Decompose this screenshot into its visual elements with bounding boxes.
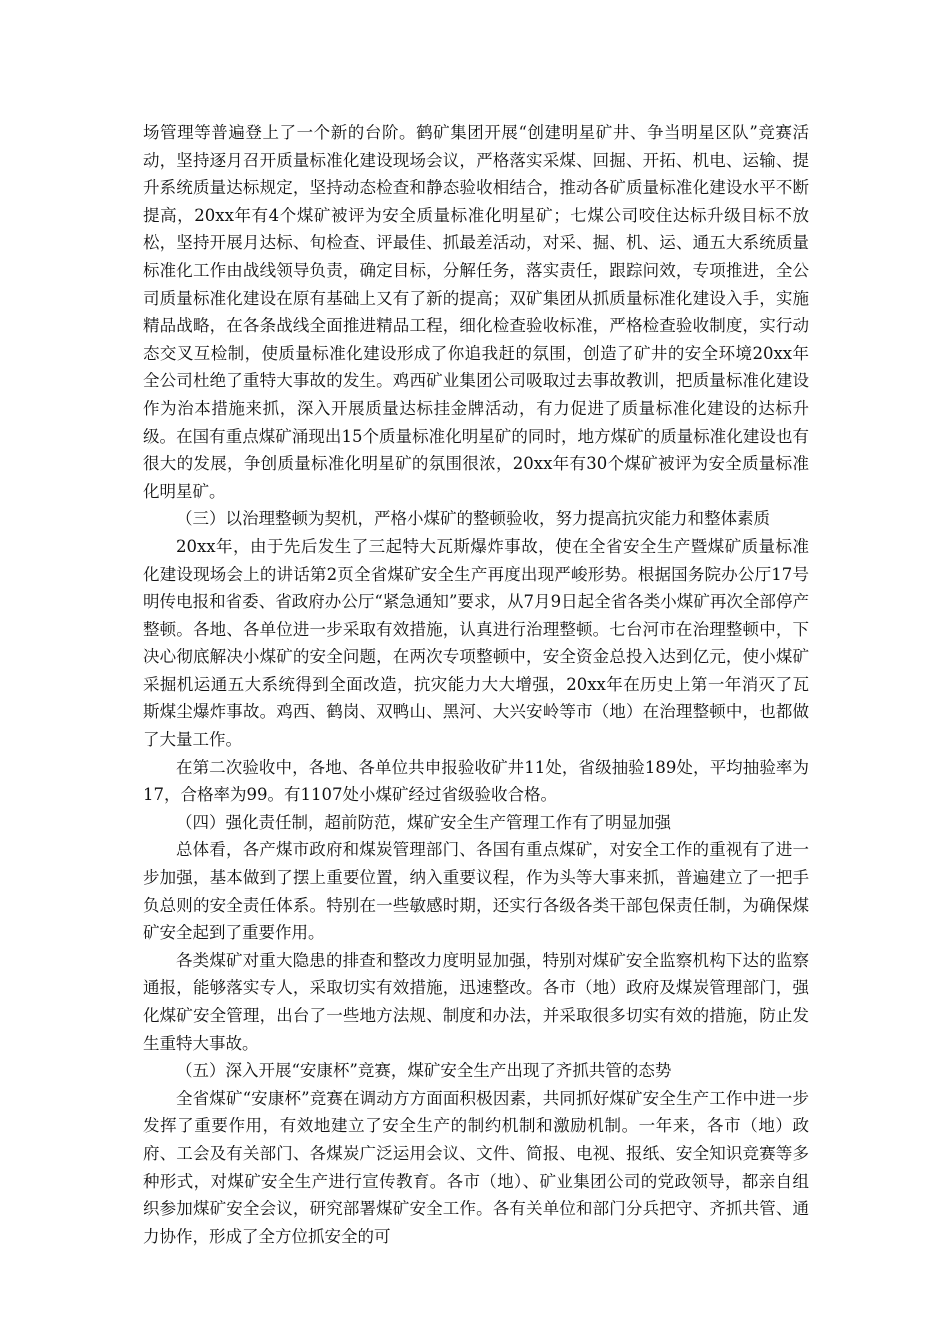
body-paragraph: 在第二次验收中，各地、各单位共申报验收矿井11处，省级抽验189处，平均抽验率为17，合格率为99。有1107处小煤矿经过省级验收合格。 <box>143 757 809 805</box>
section-heading-4: （四）强化责任制，超前防范，煤矿安全生产管理工作有了明显加强 <box>176 812 671 832</box>
body-paragraph: 各类煤矿对重大隐患的排查和整改力度明显加强，特别对煤矿安全监察机构下达的监察通报，能够落实专人，采取切实有效措施，迅速整改。各市（地）政府及煤炭管理部门，强化煤矿安全管理，出台了一些地方法规、制度和办法，并采取很多切实有效的措施，防止发生重特大事故。 <box>143 950 809 1053</box>
body-paragraph: 20xx年，由于先后发生了三起特大瓦斯爆炸事故，使在全省安全生产暨煤矿质量标准化建设现场会上的讲话第2页全省煤矿安全生产再度出现严峻形势。根据国务院办公厅17号明传电报和省委、省政府办公厅“紧急通知”要求，从7月9日起全省各类小煤矿再次全部停产整顿。各地、各单位进一步采取有效措施，认真进行治理整顿。七台河市在治理整顿中，下决心彻底解决小煤矿的安全问题，在两次专项整顿中，安全资金总投入达到亿元，使小煤矿采掘机运通五大系统得到全面改造，抗灾能力大大增强，20xx年在历史上第一年消灭了瓦斯煤尘爆炸事故。鸡西、鹤岗、双鸭山、黑河、大兴安岭等市（地）在治理整顿中，也都做了大量工作。 <box>143 536 809 750</box>
document-page <box>143 119 809 1250</box>
body-paragraph: 总体看，各产煤市政府和煤炭管理部门、各国有重点煤矿，对安全工作的重视有了进一步加强，基本做到了摆上重要位置，纳入重要议程，作为头等大事来抓，普遍建立了一把手负总则的安全责任体系。特别在一些敏感时期，还实行各级各类干部包保责任制，为确保煤矿安全起到了重要作用。 <box>143 840 809 943</box>
body-paragraph: 全省煤矿“安康杯”竞赛在调动方方面面积极因素，共同抓好煤矿安全生产工作中进一步发挥了重要作用，有效地建立了安全生产的制约机制和激励机制。一年来，各市（地）政府、工会及有关部门、各煤炭广泛运用会议、文件、简报、电视、报纸、安全知识竞赛等多种形式，对煤矿安全生产进行宣传教育。各市（地）、矿业集团公司的党政领导，都亲自组织参加煤矿安全会议，研究部署煤矿安全工作。各有关单位和部门分兵把守、齐抓共管、通力协作，形成了全方位抓安全的可 <box>143 1088 809 1246</box>
section-heading-5: （五）深入开展“安康杯”竞赛，煤矿安全生产出现了齐抓共管的态势 <box>176 1061 672 1081</box>
section-heading-3: （三）以治理整顿为契机，严格小煤矿的整顿验收，努力提高抗灾能力和整体素质 <box>176 509 770 529</box>
body-paragraph: 场管理等普遍登上了一个新的台阶。鹤矿集团开展“创建明星矿井、争当明星区队”竞赛活动，坚持逐月召开质量标准化建设现场会议，严格落实采煤、回掘、开拓、机电、运输、提升系统质量达标规定，坚持动态检查和静态验收相结合，推动各矿质量标准化建设水平不断提高，20xx年有4个煤矿被评为安全质量标准化明星矿；七煤公司咬住达标升级目标不放松，坚持开展月达标、旬检查、评最佳、抓最差活动，对采、掘、机、运、通五大系统质量标准化工作由战线领导负责，确定目标，分解任务，落实责任，跟踪问效，专项推进，全公司质量标准化建设在原有基础上又有了新的提高；双矿集团从抓质量标准化建设入手，实施精品战略，在各条战线全面推进精品工程，细化检查验收标准，严格检查验收制度，实行动态交叉互检制，使质量标准化建设形成了你追我赶的氛围，创造了矿井的安全环境20xx年全公司杜绝了重特大事故的发生。鸡西矿业集团公司吸取过去事故教训，把质量标准化建设作为治本措施来抓，深入开展质量达标挂金牌活动，有力促进了质量标准化建设的达标升级。在国有重点煤矿涌现出15个质量标准化明星矿的同时，地方煤矿的质量标准化建设也有很大的发展，争创质量标准化明星矿的氛围很浓，20xx年有30个煤矿被评为安全质量标准化明星矿。 <box>143 123 809 501</box>
